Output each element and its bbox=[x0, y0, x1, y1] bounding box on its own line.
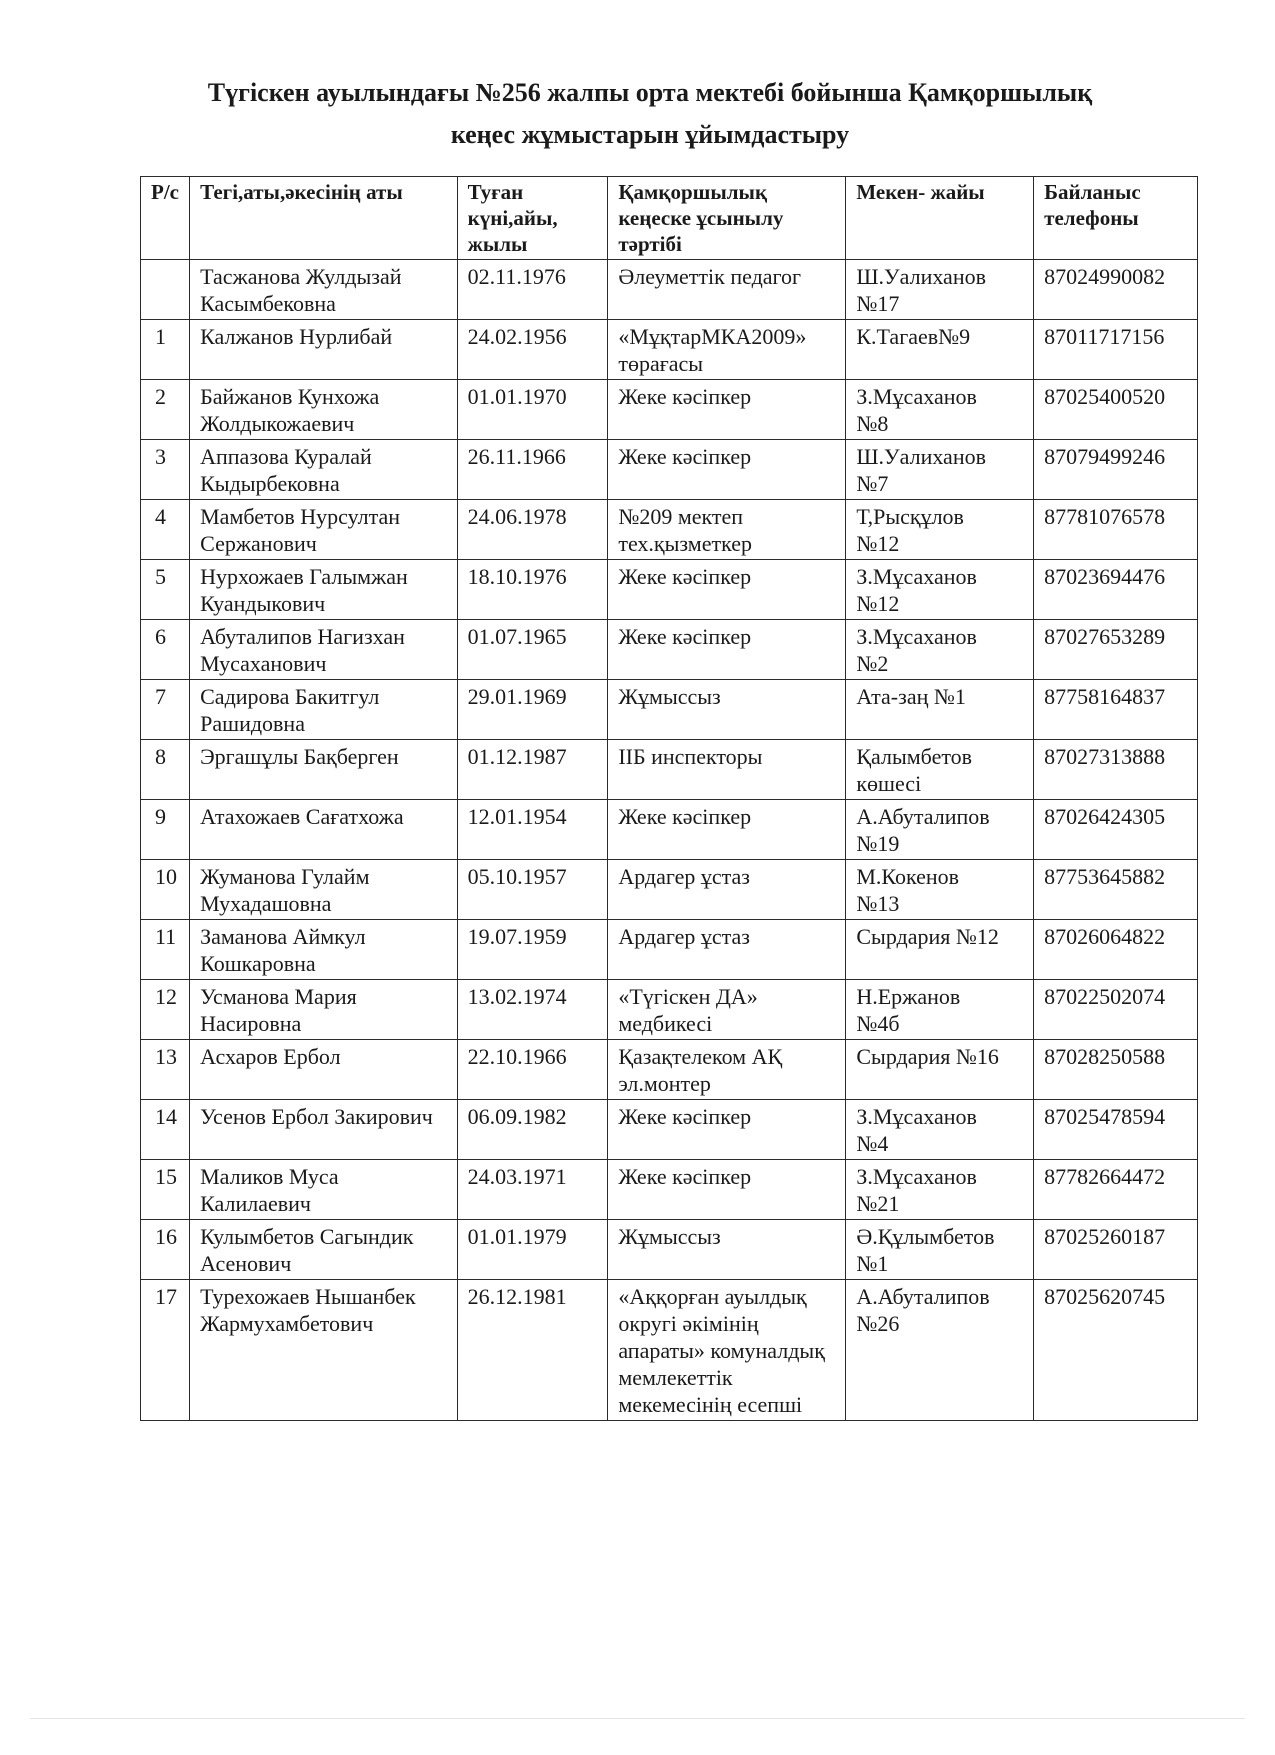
cell-address: А.Абуталипов №26 bbox=[846, 1280, 1034, 1421]
table-header-row bbox=[141, 177, 1198, 260]
cell-phone: 87028250588 bbox=[1034, 1040, 1198, 1100]
cell-nomination-basis: «Түгіскен ДА» медбикесі bbox=[608, 980, 846, 1040]
cell-nomination-basis: Жұмыссыз bbox=[608, 680, 846, 740]
cell-birth-date: 26.12.1981 bbox=[457, 1280, 608, 1421]
cell-birth-date: 18.10.1976 bbox=[457, 560, 608, 620]
cell-full-name: Аппазова Куралай Кыдырбековна bbox=[190, 440, 458, 500]
cell-number: 11 bbox=[141, 920, 190, 980]
cell-number: 4 bbox=[141, 500, 190, 560]
cell-birth-date: 02.11.1976 bbox=[457, 260, 608, 320]
header-nomination-basis: Қамқоршылық кеңеске ұсынылу тәртібі bbox=[608, 177, 846, 260]
header-birth-date: Туған күні,айы, жылы bbox=[457, 177, 608, 260]
cell-number: 16 bbox=[141, 1220, 190, 1280]
cell-address: Т,Рысқұлов №12 bbox=[846, 500, 1034, 560]
cell-number: 1 bbox=[141, 320, 190, 380]
title-line-2: кеңес жұмыстарын ұйымдастыру bbox=[450, 120, 850, 149]
cell-address: З.Мұсаханов №4 bbox=[846, 1100, 1034, 1160]
cell-nomination-basis: Ардагер ұстаз bbox=[608, 920, 846, 980]
cell-full-name: Байжанов Кунхожа Жолдыкожаевич bbox=[190, 380, 458, 440]
cell-phone: 87024990082 bbox=[1034, 260, 1198, 320]
table-row bbox=[141, 1160, 1198, 1220]
cell-full-name: Нурхожаев Галымжан Куандыкович bbox=[190, 560, 458, 620]
cell-birth-date: 06.09.1982 bbox=[457, 1100, 608, 1160]
cell-birth-date: 01.12.1987 bbox=[457, 740, 608, 800]
table-row bbox=[141, 980, 1198, 1040]
cell-address: Сырдария №12 bbox=[846, 920, 1034, 980]
cell-full-name: Жуманова Гулайм Мухадашовна bbox=[190, 860, 458, 920]
table-row bbox=[141, 920, 1198, 980]
table-row bbox=[141, 320, 1198, 380]
cell-birth-date: 24.06.1978 bbox=[457, 500, 608, 560]
cell-birth-date: 01.01.1970 bbox=[457, 380, 608, 440]
cell-number: 17 bbox=[141, 1280, 190, 1421]
table-row bbox=[141, 860, 1198, 920]
cell-phone: 87025400520 bbox=[1034, 380, 1198, 440]
cell-birth-date: 24.02.1956 bbox=[457, 320, 608, 380]
cell-phone: 87026064822 bbox=[1034, 920, 1198, 980]
cell-full-name: Заманова Аймкул Кошкаровна bbox=[190, 920, 458, 980]
cell-birth-date: 12.01.1954 bbox=[457, 800, 608, 860]
cell-nomination-basis: Қазақтелеком АҚ эл.монтер bbox=[608, 1040, 846, 1100]
cell-full-name: Атахожаев Сағатхожа bbox=[190, 800, 458, 860]
document-title bbox=[150, 72, 1150, 156]
cell-nomination-basis: Жеке кәсіпкер bbox=[608, 1160, 846, 1220]
cell-number: 10 bbox=[141, 860, 190, 920]
cell-phone: 87023694476 bbox=[1034, 560, 1198, 620]
cell-phone: 87758164837 bbox=[1034, 680, 1198, 740]
cell-phone: 87025478594 bbox=[1034, 1100, 1198, 1160]
cell-number: 9 bbox=[141, 800, 190, 860]
cell-birth-date: 26.11.1966 bbox=[457, 440, 608, 500]
table-row bbox=[141, 740, 1198, 800]
table-row bbox=[141, 680, 1198, 740]
cell-phone: 87027653289 bbox=[1034, 620, 1198, 680]
table-row bbox=[141, 560, 1198, 620]
cell-full-name: Усенов Ербол Закирович bbox=[190, 1100, 458, 1160]
cell-nomination-basis: Жеке кәсіпкер bbox=[608, 1100, 846, 1160]
table-row bbox=[141, 260, 1198, 320]
table-row bbox=[141, 1100, 1198, 1160]
cell-number: 8 bbox=[141, 740, 190, 800]
cell-number: 6 bbox=[141, 620, 190, 680]
table-row bbox=[141, 440, 1198, 500]
cell-address: З.Мұсаханов №8 bbox=[846, 380, 1034, 440]
cell-address: М.Кокенов №13 bbox=[846, 860, 1034, 920]
cell-address: К.Тагаев№9 bbox=[846, 320, 1034, 380]
table-row bbox=[141, 380, 1198, 440]
page-bottom-edge bbox=[30, 1718, 1245, 1719]
cell-address: Сырдария №16 bbox=[846, 1040, 1034, 1100]
cell-birth-date: 13.02.1974 bbox=[457, 980, 608, 1040]
cell-full-name: Маликов Муса Калилаевич bbox=[190, 1160, 458, 1220]
cell-nomination-basis: Жеке кәсіпкер bbox=[608, 560, 846, 620]
cell-nomination-basis: ІІБ инспекторы bbox=[608, 740, 846, 800]
cell-phone: 87781076578 bbox=[1034, 500, 1198, 560]
cell-full-name: Садирова Бакитгул Рашидовна bbox=[190, 680, 458, 740]
table-row bbox=[141, 620, 1198, 680]
cell-address: Қалымбетов көшесі bbox=[846, 740, 1034, 800]
cell-phone: 87022502074 bbox=[1034, 980, 1198, 1040]
cell-full-name: Асхаров Ербол bbox=[190, 1040, 458, 1100]
table-body bbox=[141, 260, 1198, 1421]
header-address: Мекен- жайы bbox=[846, 177, 1034, 260]
cell-address: Ш.Уалиханов №7 bbox=[846, 440, 1034, 500]
cell-full-name: Усманова Мария Насировна bbox=[190, 980, 458, 1040]
cell-address: З.Мұсаханов №12 bbox=[846, 560, 1034, 620]
cell-number: 13 bbox=[141, 1040, 190, 1100]
cell-phone: 87079499246 bbox=[1034, 440, 1198, 500]
cell-nomination-basis: Ардагер ұстаз bbox=[608, 860, 846, 920]
header-phone: Байланыс телефоны bbox=[1034, 177, 1198, 260]
cell-phone: 87753645882 bbox=[1034, 860, 1198, 920]
cell-birth-date: 01.01.1979 bbox=[457, 1220, 608, 1280]
cell-address: Н.Ержанов №4б bbox=[846, 980, 1034, 1040]
cell-nomination-basis: Жеке кәсіпкер bbox=[608, 380, 846, 440]
table-row bbox=[141, 1280, 1198, 1421]
cell-number: 14 bbox=[141, 1100, 190, 1160]
cell-number: 5 bbox=[141, 560, 190, 620]
cell-phone: 87026424305 bbox=[1034, 800, 1198, 860]
header-full-name: Тегі,аты,әкесінің аты bbox=[190, 177, 458, 260]
cell-number: 12 bbox=[141, 980, 190, 1040]
cell-phone: 87025260187 bbox=[1034, 1220, 1198, 1280]
cell-nomination-basis: «Аққорған ауылдық округі әкімінің апараты» комуналдық мемлекеттік мекемесінің есепші bbox=[608, 1280, 846, 1421]
cell-full-name: Мамбетов Нурсултан Сержанович bbox=[190, 500, 458, 560]
cell-phone: 87027313888 bbox=[1034, 740, 1198, 800]
cell-address: Ата-заң №1 bbox=[846, 680, 1034, 740]
cell-address: Ш.Уалиханов №17 bbox=[846, 260, 1034, 320]
cell-birth-date: 24.03.1971 bbox=[457, 1160, 608, 1220]
cell-full-name: Турехожаев Нышанбек Жармухамбетович bbox=[190, 1280, 458, 1421]
cell-full-name: Кулымбетов Сагындик Асенович bbox=[190, 1220, 458, 1280]
cell-address: З.Мұсаханов №2 bbox=[846, 620, 1034, 680]
cell-birth-date: 29.01.1969 bbox=[457, 680, 608, 740]
cell-number: 2 bbox=[141, 380, 190, 440]
table-row bbox=[141, 500, 1198, 560]
table-row bbox=[141, 1040, 1198, 1100]
cell-nomination-basis: Жеке кәсіпкер bbox=[608, 620, 846, 680]
cell-full-name: Абуталипов Нагизхан Мусаханович bbox=[190, 620, 458, 680]
cell-nomination-basis: Жұмыссыз bbox=[608, 1220, 846, 1280]
cell-address: А.Абуталипов №19 bbox=[846, 800, 1034, 860]
cell-full-name: Тасжанова Жулдызай Касымбековна bbox=[190, 260, 458, 320]
cell-birth-date: 05.10.1957 bbox=[457, 860, 608, 920]
title-line-1: Түгіскен ауылындағы №256 жалпы орта мектебі бойынша Қамқоршылық bbox=[207, 78, 1093, 107]
cell-nomination-basis: Жеке кәсіпкер bbox=[608, 800, 846, 860]
cell-birth-date: 19.07.1959 bbox=[457, 920, 608, 980]
table-row bbox=[141, 1220, 1198, 1280]
cell-phone: 87025620745 bbox=[1034, 1280, 1198, 1421]
cell-nomination-basis: №209 мектеп тех.қызметкер bbox=[608, 500, 846, 560]
cell-address: З.Мұсаханов №21 bbox=[846, 1160, 1034, 1220]
cell-full-name: Калжанов Нурлибай bbox=[190, 320, 458, 380]
cell-phone: 87011717156 bbox=[1034, 320, 1198, 380]
cell-birth-date: 22.10.1966 bbox=[457, 1040, 608, 1100]
cell-address: Ә.Құлымбетов №1 bbox=[846, 1220, 1034, 1280]
cell-number bbox=[141, 260, 190, 320]
header-number: Р/с bbox=[141, 177, 190, 260]
cell-nomination-basis: «МұқтарМКА2009» төрағасы bbox=[608, 320, 846, 380]
cell-number: 7 bbox=[141, 680, 190, 740]
cell-nomination-basis: Әлеуметтік педагог bbox=[608, 260, 846, 320]
cell-birth-date: 01.07.1965 bbox=[457, 620, 608, 680]
cell-phone: 87782664472 bbox=[1034, 1160, 1198, 1220]
cell-full-name: Эргашұлы Бақберген bbox=[190, 740, 458, 800]
cell-number: 3 bbox=[141, 440, 190, 500]
trustee-council-table bbox=[140, 176, 1198, 1421]
cell-number: 15 bbox=[141, 1160, 190, 1220]
cell-nomination-basis: Жеке кәсіпкер bbox=[608, 440, 846, 500]
table-row bbox=[141, 800, 1198, 860]
